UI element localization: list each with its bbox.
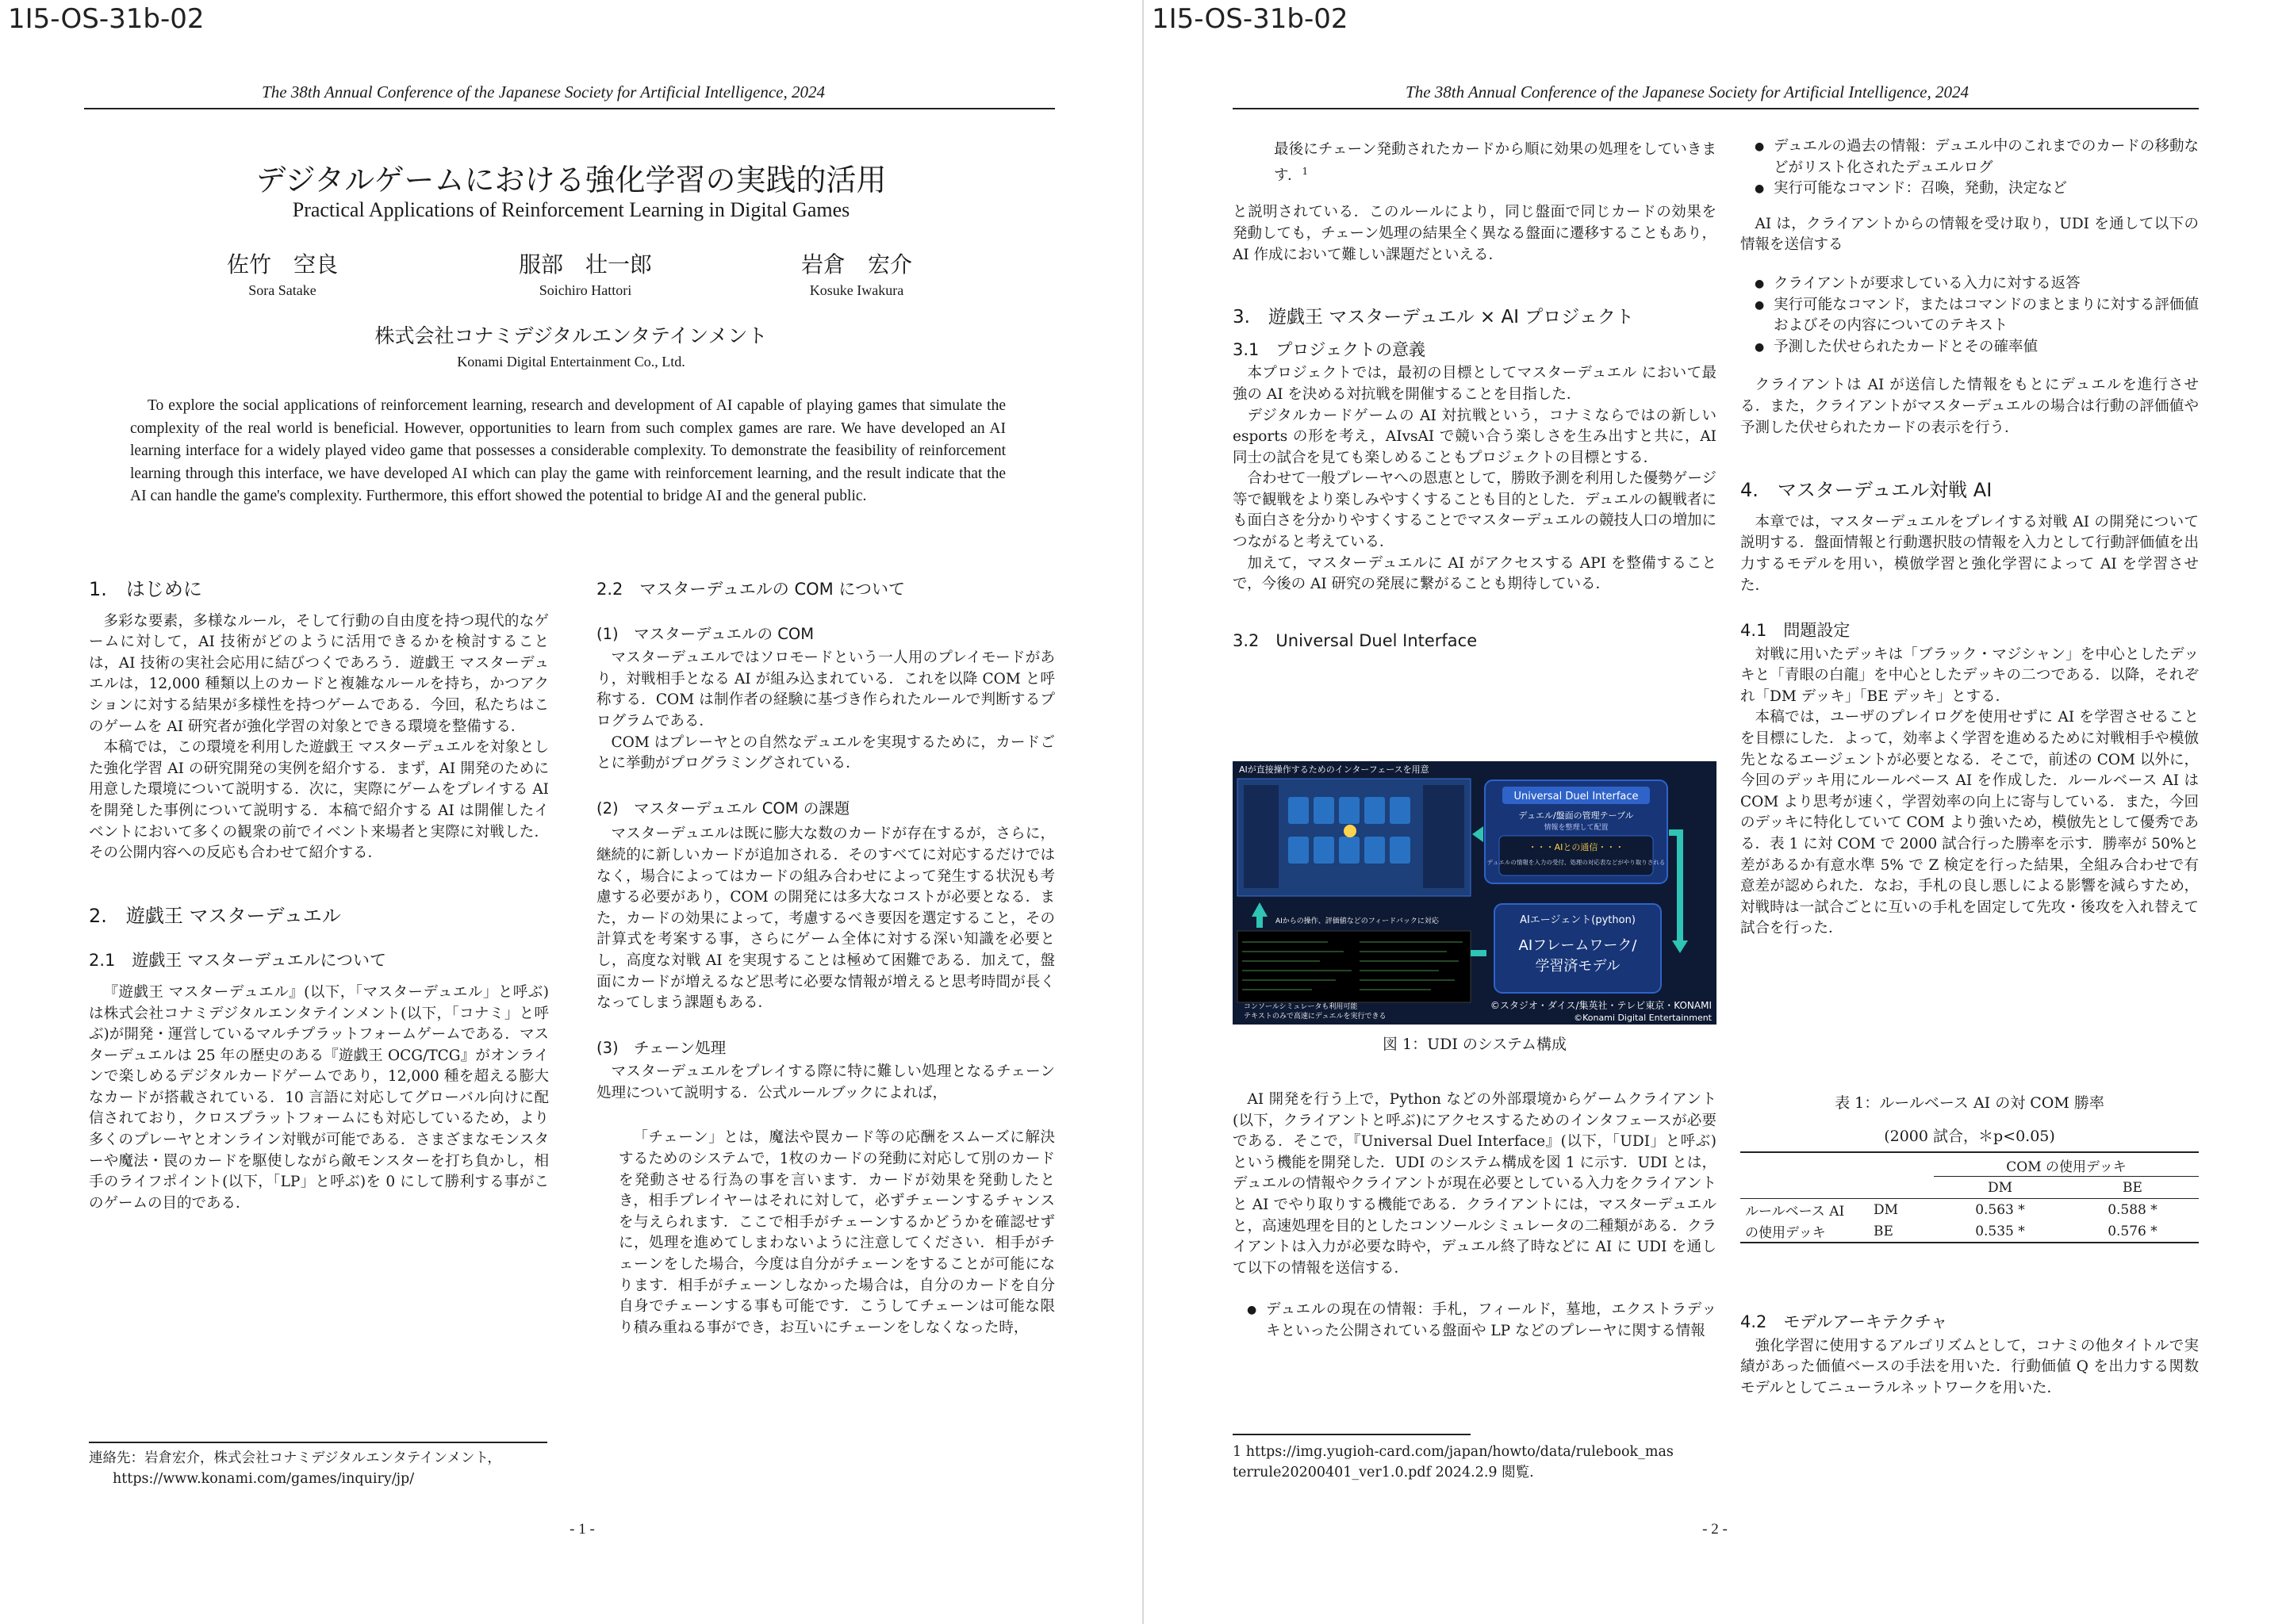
table-cell: 0.588 *: [2108, 1201, 2158, 1218]
paragraph: 本稿では，ユーザのプレイログを使用せずに AI を学習させることを目標にした．よって，効率よく学習を進めるために対戦相手や模倣先となるエージェントが必要となる．そこで，前述の COM 以外に，今回のデッキ用にルールベース AI を作成した．ルールベース AI は COM より思考が速く，学習効率の向上に寄与している．また，今回のデッキに特化していて COM より強いため，模倣先として優秀である．表 1 に対 COM で 2000 試合行った勝率を示す．勝率が 50%と差があるか有意水準 5% で Z 検定を行った結果，全組み合わせで有意差が認められた．なお，手札の良し悪しによる影響を減らすため，対戦時は一試合ごとに互いの手札を固定して先攻・後攻を入れ替えて試合を行った．: [1740, 709, 2199, 937]
paragraph: マスターデュエルは既に膨大な数のカードが存在するが，さらに，継続的に新しいカードが追加される．そのすべてに対応するだけではなく，場合によってはカードの組み合わせによって発生する状況も考慮する必要があり，COM の開発には多大なコストが必要となる．また，カードの効果によって，考慮するべき要因を選定すること，その計算式を考案する事，さらにゲーム全体に対する深い知識を必要とし，高度な対戦 AI を実現することは極めて困難である．加えて，盤面にカードが増えるなど思考に必要な情報が増えると思考時間が長くなってしまう課題もある．: [596, 825, 1055, 1012]
column-group-header: COM の使用デッキ: [1934, 1155, 2199, 1177]
table-cell: 0.535 *: [1975, 1223, 2025, 1239]
subsection-heading: (2) マスターデュエル COM の課題: [596, 799, 850, 818]
author-name-ja: 服部 壮一郎: [518, 251, 652, 278]
paragraph: デジタルカードゲームの AI 対抗戦という，コナミならではの新しい esports の形を考え，AIvsAI で競い合う楽しさを生み出すと共に，AI 同士の試合を見ても楽しめることもプロジェクトの目標とする．: [1233, 407, 1716, 466]
figure-agent-title: AIエージェント(python): [1520, 914, 1636, 926]
figure-top-text: AIが直接操作するためのインターフェースを用意: [1239, 764, 1429, 775]
author-1: [163, 247, 401, 299]
contact-line: 連絡先：岩倉宏介，株式会社コナミデジタルエンタテインメント，: [89, 1450, 501, 1466]
paragraph: AI 開発を行う上で，Python などの外部環境からゲームクライアント(以下，クライアントと呼ぶ)にアクセスするためのインタフェースが必要である．そこで，『Universal Duel Interface』(以下，「UDI」と呼ぶ) という機能を開発した．UDI のシステム構成を図 1 に示す．UDI とは，デュエルの情報やクライアントが現在必要としている入力をクライアントと AI でやり取りする機能である．クライアントには，マスターデュエルと，高速処理を目的としたコンソールシミュレータの二種類がある．クライアントは入力が必要な時や，デュエル終了時などに AI に UDI を通して以下の情報を送信する．: [1233, 1091, 1716, 1277]
section-1-heading: 1. はじめに: [89, 578, 202, 600]
quote-text: [1274, 140, 1716, 186]
rulebook-quote: [619, 1128, 1055, 1339]
figure-udi-line-1: デュエル/盤面の管理テーブル: [1518, 810, 1634, 821]
figure-udi-title: Universal Duel Interface: [1513, 791, 1639, 802]
column-header: BE: [2123, 1179, 2142, 1196]
paragraph: 本章では，マスターデュエルをプレイする対戦 AI の開発について説明する．盤面情報と行動選択肢の情報を入力として行動評価値を出力するモデルを用い，模倣学習と強化学習によって AI を学習させた．: [1740, 513, 2199, 594]
table-subtitle: (2000 試合，＊p<0.05): [1884, 1128, 2055, 1145]
table-header-row: [1740, 1177, 2199, 1199]
author-name-en: Soichiro Hattori: [539, 282, 632, 298]
page-number: - 1 -: [570, 1521, 595, 1538]
footnote: 1 https://img.yugioh-card.com/japan/howto/data/rulebook_masterrule20200401_ver1.0.pdf 2024.2.9 閲覧.: [1233, 1444, 1674, 1480]
footnote-rule: [89, 1442, 547, 1443]
list-item: ● デュエルの過去の情報：デュエル中のこれまでのカードの移動などがリスト化されたデュエルログ: [1774, 136, 2199, 178]
affiliation: [0, 320, 1142, 370]
page2-left-column: [1233, 140, 1716, 651]
row-label: DM: [1874, 1201, 1899, 1218]
quote-text-span: 最後にチェーン発動されたカードから順に効果の処理をしていきます．: [1274, 141, 1716, 184]
row-label: BE: [1874, 1223, 1893, 1239]
footnote-rule: [1233, 1434, 1471, 1435]
list-item: ● クライアントが要求している入力に対する返答: [1774, 274, 2199, 295]
paper-title-en: Practical Applications of Reinforcement Learning in Digital Games: [292, 198, 850, 221]
client-info-list-cont: [1740, 136, 2199, 200]
subsection-heading: (1) マスターデュエルの COM: [596, 624, 815, 643]
list-item: ● 実行可能なコマンド，またはコマンドのまとまりに対する評価値およびその内容についてのテキスト: [1774, 295, 2199, 337]
page2-right-column: [1740, 136, 2199, 940]
paragraph: 『遊戯王 マスターデュエル』(以下，「マスターデュエル」と呼ぶ)は株式会社コナミデジタルエンタテインメント(以下，「コナミ」と呼ぶ)が開発・運営しているマルチプラットフォームゲームである．マスターデュエルは 25 年の歴史のある『遊戯王 OCG/TCG』がオンラインで楽しめるデジタルカードゲームであり，12,000 種を超える膨大なカードが搭載されている．10 言語に対応してグローバル向けに配信されており，クロスプラットフォームにも対応しているため，より多くのプレーヤとオンライン対戦が可能である．さまざまなモンスターや魔法・罠のカードを駆使しながら敵モンスターを打ち負かし，相手のライフポイント(以下，「LP」と呼ぶ)を 0 にして勝利する事がこのゲームの目的である．: [89, 983, 549, 1212]
running-header: The 38th Annual Conference of the Japanese Society for Artificial Intelligence, 2024: [262, 82, 825, 102]
abstract: To explore the social applications of reinforcement learning, research and development of AI capable of playing games that simulate the complexity of the real world is beneficial. However, opportunities to learn from such complex games are rare. We have developed an AI learning interface for a widely played video game that possesses a considerable complexity. To demonstrate the feasibility of reinforcement learning through this interface, we have developed AI which can play the game with reinforcement learning, and the result indicate that the AI can handle the game's complexity. Furthermore, this effort showed the potential to bridge AI and the general public.: [130, 397, 1006, 504]
page-1: [0, 0, 1142, 1624]
figure-console-text-2: テキストのみで高速にデュエルを実行できる: [1244, 1013, 1387, 1021]
contact-note: [89, 1448, 565, 1489]
section-3-1-heading: 3.1 プロジェクトの意義: [1233, 339, 1425, 359]
author-3: [738, 247, 976, 299]
list-item: ● 実行可能なコマンド：召喚，発動，決定など: [1774, 178, 2199, 200]
paragraph: 本プロジェクトでは，最初の目標としてマスターデュエル において最強の AI を決める対抗戦を開催することを目指した．: [1233, 365, 1716, 403]
section-2-1-heading: 2.1 遊戯王 マスターデュエルについて: [89, 951, 387, 971]
row-group-label: の使用デッキ: [1745, 1225, 1826, 1241]
figure-console-text-1: コンソールシミュレータも利用可能: [1244, 1003, 1358, 1011]
figure-copyright-2: ©Konami Digital Entertainment: [1574, 1013, 1712, 1023]
section-3-2-heading: 3.2 Universal Duel Interface: [1233, 630, 1478, 650]
section-2-heading: 2. 遊戯王 マスターデュエル: [89, 904, 341, 927]
rulebook-quote-end: [1274, 140, 1716, 186]
contact-url: https://www.konami.com/games/inquiry/jp/: [113, 1471, 415, 1487]
paragraph: 合わせて一般プレーヤへの恩恵として，勝敗予測を利用した優勢ゲージ等で観戦をより楽しみやすくすることも目的とした．デュエルの観戦者にも面白さを分かりやすくすることでマスターデュエルの競技人口の増加につながると考えている．: [1233, 470, 1716, 551]
page1-left-column: [89, 579, 549, 1214]
paragraph: クライアントは AI が送信した情報をもとにデュエルを進行させる．また，クライアントがマスターデュエルの場合は行動の評価値や予測した伏せられたカードの表示を行う．: [1740, 377, 2199, 436]
row-group-label: ルールベース AI: [1745, 1204, 1845, 1220]
quote-text: 「チェーン」とは，魔法や罠カード等の応酬をスムーズに解決するためのシステムで，1枚のカードの発動に対応して別のカードを発動させる行為の事を言います．カードが効果を発動したとき，相手プレイヤーはそれに対して，必ずチェーンするチャンスを与えられます．ここで相手がチェーンするかどうかを確認せずに，処理を進めてしまわないように注意してください．相手がチェーンをした場合，今度は自分がチェーンをすることが可能になります．相手がチェーンしなかった場合は，自分のカードを自分自身でチェーンする事も可能です．こうしてチェーンは可能な限り積み重ねる事ができ，お互いにチェーンをしなくなった時，: [619, 1129, 1055, 1336]
paragraph: と説明されている．このルールにより，同じ盤面で同じカードの効果を発動しても，チェーン処理の結果全く異なる盤面に遷移することもあり，AI 作成において難しい課題だといえる．: [1233, 204, 1716, 263]
figure-agent-line-2: 学習済モデル: [1535, 958, 1621, 975]
figure-copyright-1: ©スタジオ・ダイス/集英社・テレビ東京・KONAMI: [1490, 1000, 1712, 1011]
paragraph: COM はプレーヤとの自然なデュエルを実現するために，カードごとに挙動がプログラミングされている．: [596, 733, 1055, 772]
udi-system-figure: [1233, 761, 1716, 1025]
figure-udi-line-4: デュエルの情報を入力の受付、処理の対応表などがやり取りされる: [1486, 859, 1666, 866]
footnote-marker: 1: [1302, 165, 1309, 177]
section-4-heading: 4. マスターデュエル対戦 AI: [1740, 479, 1993, 502]
table-header-row: [1740, 1155, 2199, 1177]
header-rule: [1233, 108, 2199, 109]
table-cell: 0.576 *: [2108, 1223, 2158, 1239]
author-name-en: Sora Satake: [248, 282, 316, 298]
section-3-heading: 3. 遊戯王 マスターデュエル × AI プロジェクト: [1233, 307, 1634, 328]
page2-right-column-lower: [1740, 1312, 2199, 1399]
table-cell: 0.563 *: [1975, 1201, 2025, 1218]
paper-title-ja: デジタルゲームにおける強化学習の実践的活用: [255, 163, 887, 197]
figure-udi-line-3: ・・・AIとの通信・・・: [1528, 842, 1624, 852]
figure-caption: 図 1：UDI のシステム構成: [1382, 1036, 1567, 1053]
figure-udi-line-2: 情報を整理して配置: [1544, 824, 1609, 832]
paragraph: 多彩な要素，多様なルール，そして行動の自由度を持つ現代的なゲームに対して，AI 技術がどのように活用できるかを検討することは，AI 技術の実社会応用に結びつくであろう．遊戯王 マスターデュエルは，12,000 種類以上のカードと複雑なルールを持ち，かつアクションに対する結果が多様性を持つゲームである．今回，私たちはこのゲームを AI 研究者が強化学習の対象とできる環境を整備する．: [89, 612, 549, 735]
paragraph: 強化学習に使用するアルゴリズムとして，コナミの他タイトルで実績があった価値ベースの手法を用いた．行動価値 Q を出力する関数モデルとしてニューラルネットワークを用いた．: [1740, 1337, 2199, 1396]
figure-agent-line-1: AIフレームワーク/: [1518, 937, 1637, 954]
figure-graphic: [1233, 761, 1716, 1025]
table-row: [1740, 1199, 2199, 1221]
table-title: 表 1：ルールベース AI の対 COM 勝率: [1835, 1094, 2104, 1112]
list-item: ● 予測した伏せられたカードとその確率値: [1774, 337, 2199, 358]
header-rule: [84, 108, 1055, 109]
author-2: [466, 247, 704, 299]
session-code: 1I5-OS-31b-02: [1152, 3, 1348, 35]
column-header: DM: [1987, 1179, 2012, 1196]
ai-response-list: [1740, 274, 2199, 358]
paragraph: マスターデュエルをプレイする際に特に難しい処理となるチェーン処理について説明する．公式ルールブックによれば，: [596, 1063, 1055, 1101]
section-4-2-heading: 4.2 モデルアーキテクチャ: [1740, 1312, 1948, 1331]
table-row: [1740, 1220, 2199, 1243]
results-table: [1740, 1155, 2199, 1243]
author-name-ja: 佐竹 空良: [226, 251, 338, 278]
page2-left-column-lower: [1233, 1090, 1716, 1342]
paragraph: マスターデュエルではソロモードという一人用のプレイモードがあり，対戦相手となる AI が組み込まれている．これを以降 COM と呼称する．COM は制作者の経験に基づき作られたルールで判断するプログラムである．: [596, 649, 1055, 730]
list-item: ● デュエルの現在の情報：手札，フィールド，墓地，エクストラデッキといった公開されている盤面や LP などのプレーヤに関する情報: [1266, 1300, 1716, 1342]
author-name-en: Kosuke Iwakura: [809, 282, 904, 298]
paragraph: 加えて，マスターデュエルに AI がアクセスする API を整備することで，今後の AI 研究の発展に繋がることも期待している．: [1233, 554, 1716, 593]
table-top-rule: [1740, 1151, 2199, 1153]
subsection-heading: (3) チェーン処理: [596, 1038, 727, 1057]
figure-feedback-text: AIからの操作、評価値などのフィードバックに対応: [1275, 917, 1439, 925]
page1-right-column: [596, 579, 1055, 1339]
session-code: 1I5-OS-31b-02: [8, 3, 205, 35]
author-name-ja: 岩倉 宏介: [800, 251, 912, 278]
section-2-2-heading: 2.2 マスターデュエルの COM について: [596, 580, 906, 599]
paragraph: AI は，クライアントからの情報を受け取り，UDI を通して以下の情報を送信する: [1740, 215, 2199, 254]
paragraph: 本稿では，この環境を利用した遊戯王 マスターデュエルを対象とした強化学習 AI の研究開発の実例を紹介する．まず，AI 開発のために用意した環境について説明する．次に，実際にゲームをプレイする AI を開発した事例について説明する．本稿で紹介する AI は開催したイベントにおいて多くの観衆の前でイベント来場者と実際に対戦した．その公開内容への反応も合わせて紹介する．: [89, 739, 549, 862]
paragraph: 対戦に用いたデッキは「ブラック・マジシャン」を中心としたデッキと「青眼の白龍」を中心としたデッキの二つである．以降，それぞれ「DM デッキ」「BE デッキ」とする．: [1740, 645, 2199, 705]
affiliation-en: Konami Digital Entertainment Co., Ltd.: [457, 354, 685, 370]
affiliation-ja: 株式会社コナミデジタルエンタテインメント: [374, 324, 768, 347]
page-number: - 2 -: [1702, 1521, 1728, 1538]
client-info-list: [1233, 1300, 1716, 1342]
page-2: [1144, 0, 2286, 1624]
running-header: The 38th Annual Conference of the Japanese Society for Artificial Intelligence, 2024: [1406, 82, 1969, 102]
section-4-1-heading: 4.1 問題設定: [1740, 621, 1851, 641]
